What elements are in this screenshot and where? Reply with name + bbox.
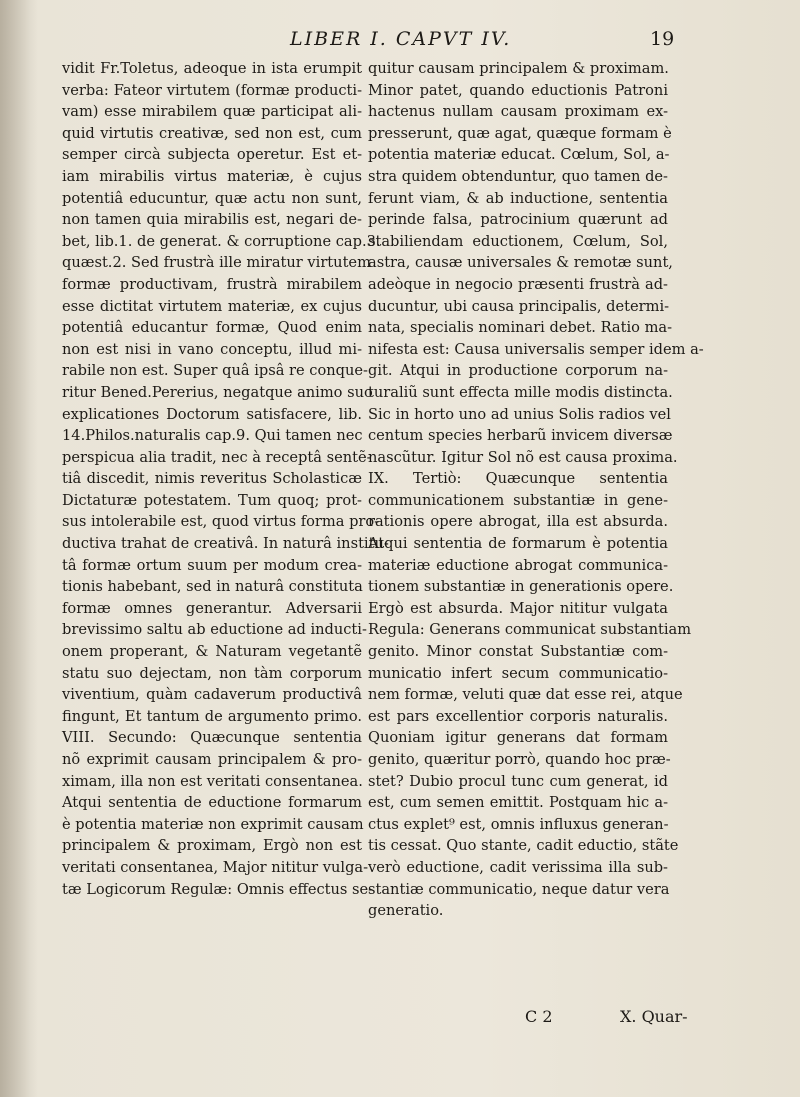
- text-line: Ergò est absurda. Major nititur vulgata: [368, 599, 668, 617]
- text-line: quitur causam principalem & proximam.: [368, 60, 669, 77]
- text-line: Quoniam igitur generans dat formam: [368, 729, 668, 747]
- text-line: stet? Dubio procul tunc cum generat, id: [368, 772, 668, 790]
- text-line: perspicua alia tradit, nec à receptâ sentẽ-: [62, 448, 372, 466]
- text-line: brevissimo saltu ab eductione ad inducti-: [62, 621, 367, 639]
- text-line: hactenus nullam causam proximam ex-: [368, 103, 668, 121]
- text-line: 14.Philos.naturalis cap.9. Qui tamen nec: [62, 427, 363, 445]
- text-line: ximam, illa non est veritati consentanea.: [62, 772, 363, 790]
- text-line: principalem & proximam, Ergò non est: [62, 837, 362, 855]
- text-line: formæ omnes generantur. Adversarii: [62, 599, 362, 617]
- text-line: non tamen quia mirabilis est, negari de-: [62, 211, 362, 229]
- text-line: materiæ eductione abrogat communica-: [368, 556, 668, 574]
- text-line: genito. Minor constat Substantiæ com-: [368, 643, 668, 661]
- text-line: semper circà subjecta operetur. Est et-: [62, 146, 362, 164]
- text-line: stra quidem obtenduntur, quo tamen de-: [368, 167, 668, 185]
- text-line: Atqui sententia de formarum è potentia: [368, 535, 668, 553]
- text-line: potentia materiæ educat. Cœlum, Sol, a-: [368, 146, 670, 164]
- text-line: Regula: Generans communicat substantiam: [368, 621, 692, 639]
- text-line: generatio.: [368, 902, 444, 920]
- text-line: nifesta est: Causa universalis semper idem a-: [368, 340, 704, 358]
- text-line: Sic in horto uno ad unius Solis radios vel: [368, 405, 671, 423]
- text-line: Dictaturæ potestatem. Tum quoq; prot-: [62, 491, 362, 509]
- text-line: vidit Fr.Toletus, adeoque in ista erumpit: [62, 60, 362, 77]
- text-line: formæ productivam, frustrà mirabilem: [62, 275, 362, 293]
- text-line: potentiâ educuntur, quæ actu non sunt,: [62, 189, 362, 207]
- text-line: verò eductione, cadit verissima illa sub-: [368, 858, 668, 876]
- page-header: [0, 28, 800, 58]
- text-line: genito, quæritur porrò, quando hoc præ-: [368, 751, 671, 768]
- text-line: è potentia materiæ non exprimit causam: [62, 815, 364, 833]
- text-line: nata, specialis nominari debet. Ratio ma-: [368, 319, 673, 337]
- text-line: git. Atqui in productione corporum na-: [368, 362, 668, 380]
- text-line: tis cessat. Quo stante, cadit eductio, stãte: [368, 837, 679, 855]
- page-number: 19: [650, 28, 675, 50]
- text-line: IX. Tertiò: Quæcunque sententia: [368, 470, 668, 488]
- text-line: esse dictitat virtutem materiæ, ex cujus: [62, 297, 362, 315]
- text-line: est pars excellentior corporis naturalis.: [368, 707, 668, 725]
- text-line: bet, lib.1. de generat. & corruptione cap.3.: [62, 232, 381, 250]
- text-line: ctus explet⁹ est, omnis influxus generan-: [368, 815, 669, 833]
- text-line: centum species herbarũ invicem diversæ: [368, 427, 673, 445]
- text-line: quæst.2. Sed frustrà ille miratur virtutem: [62, 254, 371, 272]
- running-head: LIBER I. CAPVT IV.: [290, 28, 512, 50]
- text-line: iam mirabilis virtus materiæ, è cujus: [62, 167, 362, 185]
- right-column: [368, 58, 704, 922]
- text-line: municatio infert secum communicatio-: [368, 664, 668, 682]
- catchword: X. Quar-: [620, 1007, 688, 1026]
- text-line: communicationem substantiæ in gene-: [368, 491, 668, 509]
- text-line: rationis opere abrogat, illa est absurda.: [368, 513, 668, 531]
- text-line: statu suo dejectam, non tàm corporum: [62, 664, 362, 682]
- left-column: [62, 58, 389, 900]
- text-line: stabiliendam eductionem, Cœlum, Sol,: [368, 232, 668, 250]
- text-line: adeòque in negocio præsenti frustrà ad-: [368, 275, 668, 293]
- text-line: ritur Bened.Pererius, negatque animo suo: [62, 383, 373, 401]
- text-line: astra, causæ universales & remotæ sunt,: [368, 254, 673, 272]
- text-line: turaliũ sunt effecta mille modis distincta.: [368, 383, 673, 401]
- text-line: presserunt, quæ agat, quæque formam è: [368, 124, 672, 142]
- text-line: tæ Logicorum Regulæ: Omnis effectus se-: [62, 880, 374, 898]
- text-line: stantiæ communicatio, neque datur vera: [368, 880, 670, 898]
- text-line: sus intolerabile est, quod virtus forma pro-: [62, 513, 380, 531]
- text-line: Atqui sententia de eductione formarum: [62, 794, 362, 812]
- text-line: ductiva trahat de creativâ. In naturâ institu-: [62, 535, 389, 553]
- text-line: Minor patet, quando eductionis Patroni: [368, 81, 668, 99]
- text-line: fingunt, Et tantum de argumento primo.: [62, 707, 362, 725]
- text-line: veritati consentanea, Major nititur vulga-: [62, 858, 369, 876]
- text-line: verba: Fateor virtutem (formæ producti-: [62, 81, 362, 99]
- text-line: perinde falsa, patrocinium quærunt ad: [368, 211, 668, 229]
- text-line: nem formæ, veluti quæ dat esse rei, atque: [368, 686, 683, 704]
- gutter-shadow: [0, 0, 38, 1097]
- signature-mark: C 2: [525, 1007, 553, 1026]
- text-line: nascũtur. Igitur Sol nõ est causa proxima.: [368, 448, 678, 466]
- text-line: nõ exprimit causam principalem & pro-: [62, 751, 362, 768]
- text-line: onem properant, & Naturam vegetantẽ: [62, 643, 362, 661]
- text-line: tâ formæ ortum suum per modum crea-: [62, 556, 362, 574]
- text-line: potentiâ educantur formæ, Quod enim: [62, 319, 362, 337]
- text-line: est, cum semen emittit. Postquam hic a-: [368, 794, 668, 812]
- text-line: tionem substantiæ in generationis opere.: [368, 578, 674, 596]
- text-line: explicationes Doctorum satisfacere, lib.: [62, 405, 362, 423]
- text-line: VIII. Secundo: Quæcunque sententia: [62, 729, 362, 747]
- text-line: viventium, quàm cadaverum productivâ: [62, 686, 362, 704]
- text-line: tionis habebant, sed in naturâ constituta: [62, 578, 363, 596]
- text-line: tiâ discedit, nimis reveritus Scholasticæ: [62, 470, 362, 488]
- text-line: vam) esse mirabilem quæ participat ali-: [62, 103, 362, 121]
- text-line: quid virtutis creativæ, sed non est, cum: [62, 124, 362, 142]
- text-line: non est nisi in vano conceptu, illud mi-: [62, 340, 362, 358]
- text-line: rabile non est. Super quâ ipsâ re conque-: [62, 362, 368, 380]
- text-line: ducuntur, ubi causa principalis, determi-: [368, 297, 670, 315]
- text-line: ferunt viam, & ab inductione, sententia: [368, 189, 668, 207]
